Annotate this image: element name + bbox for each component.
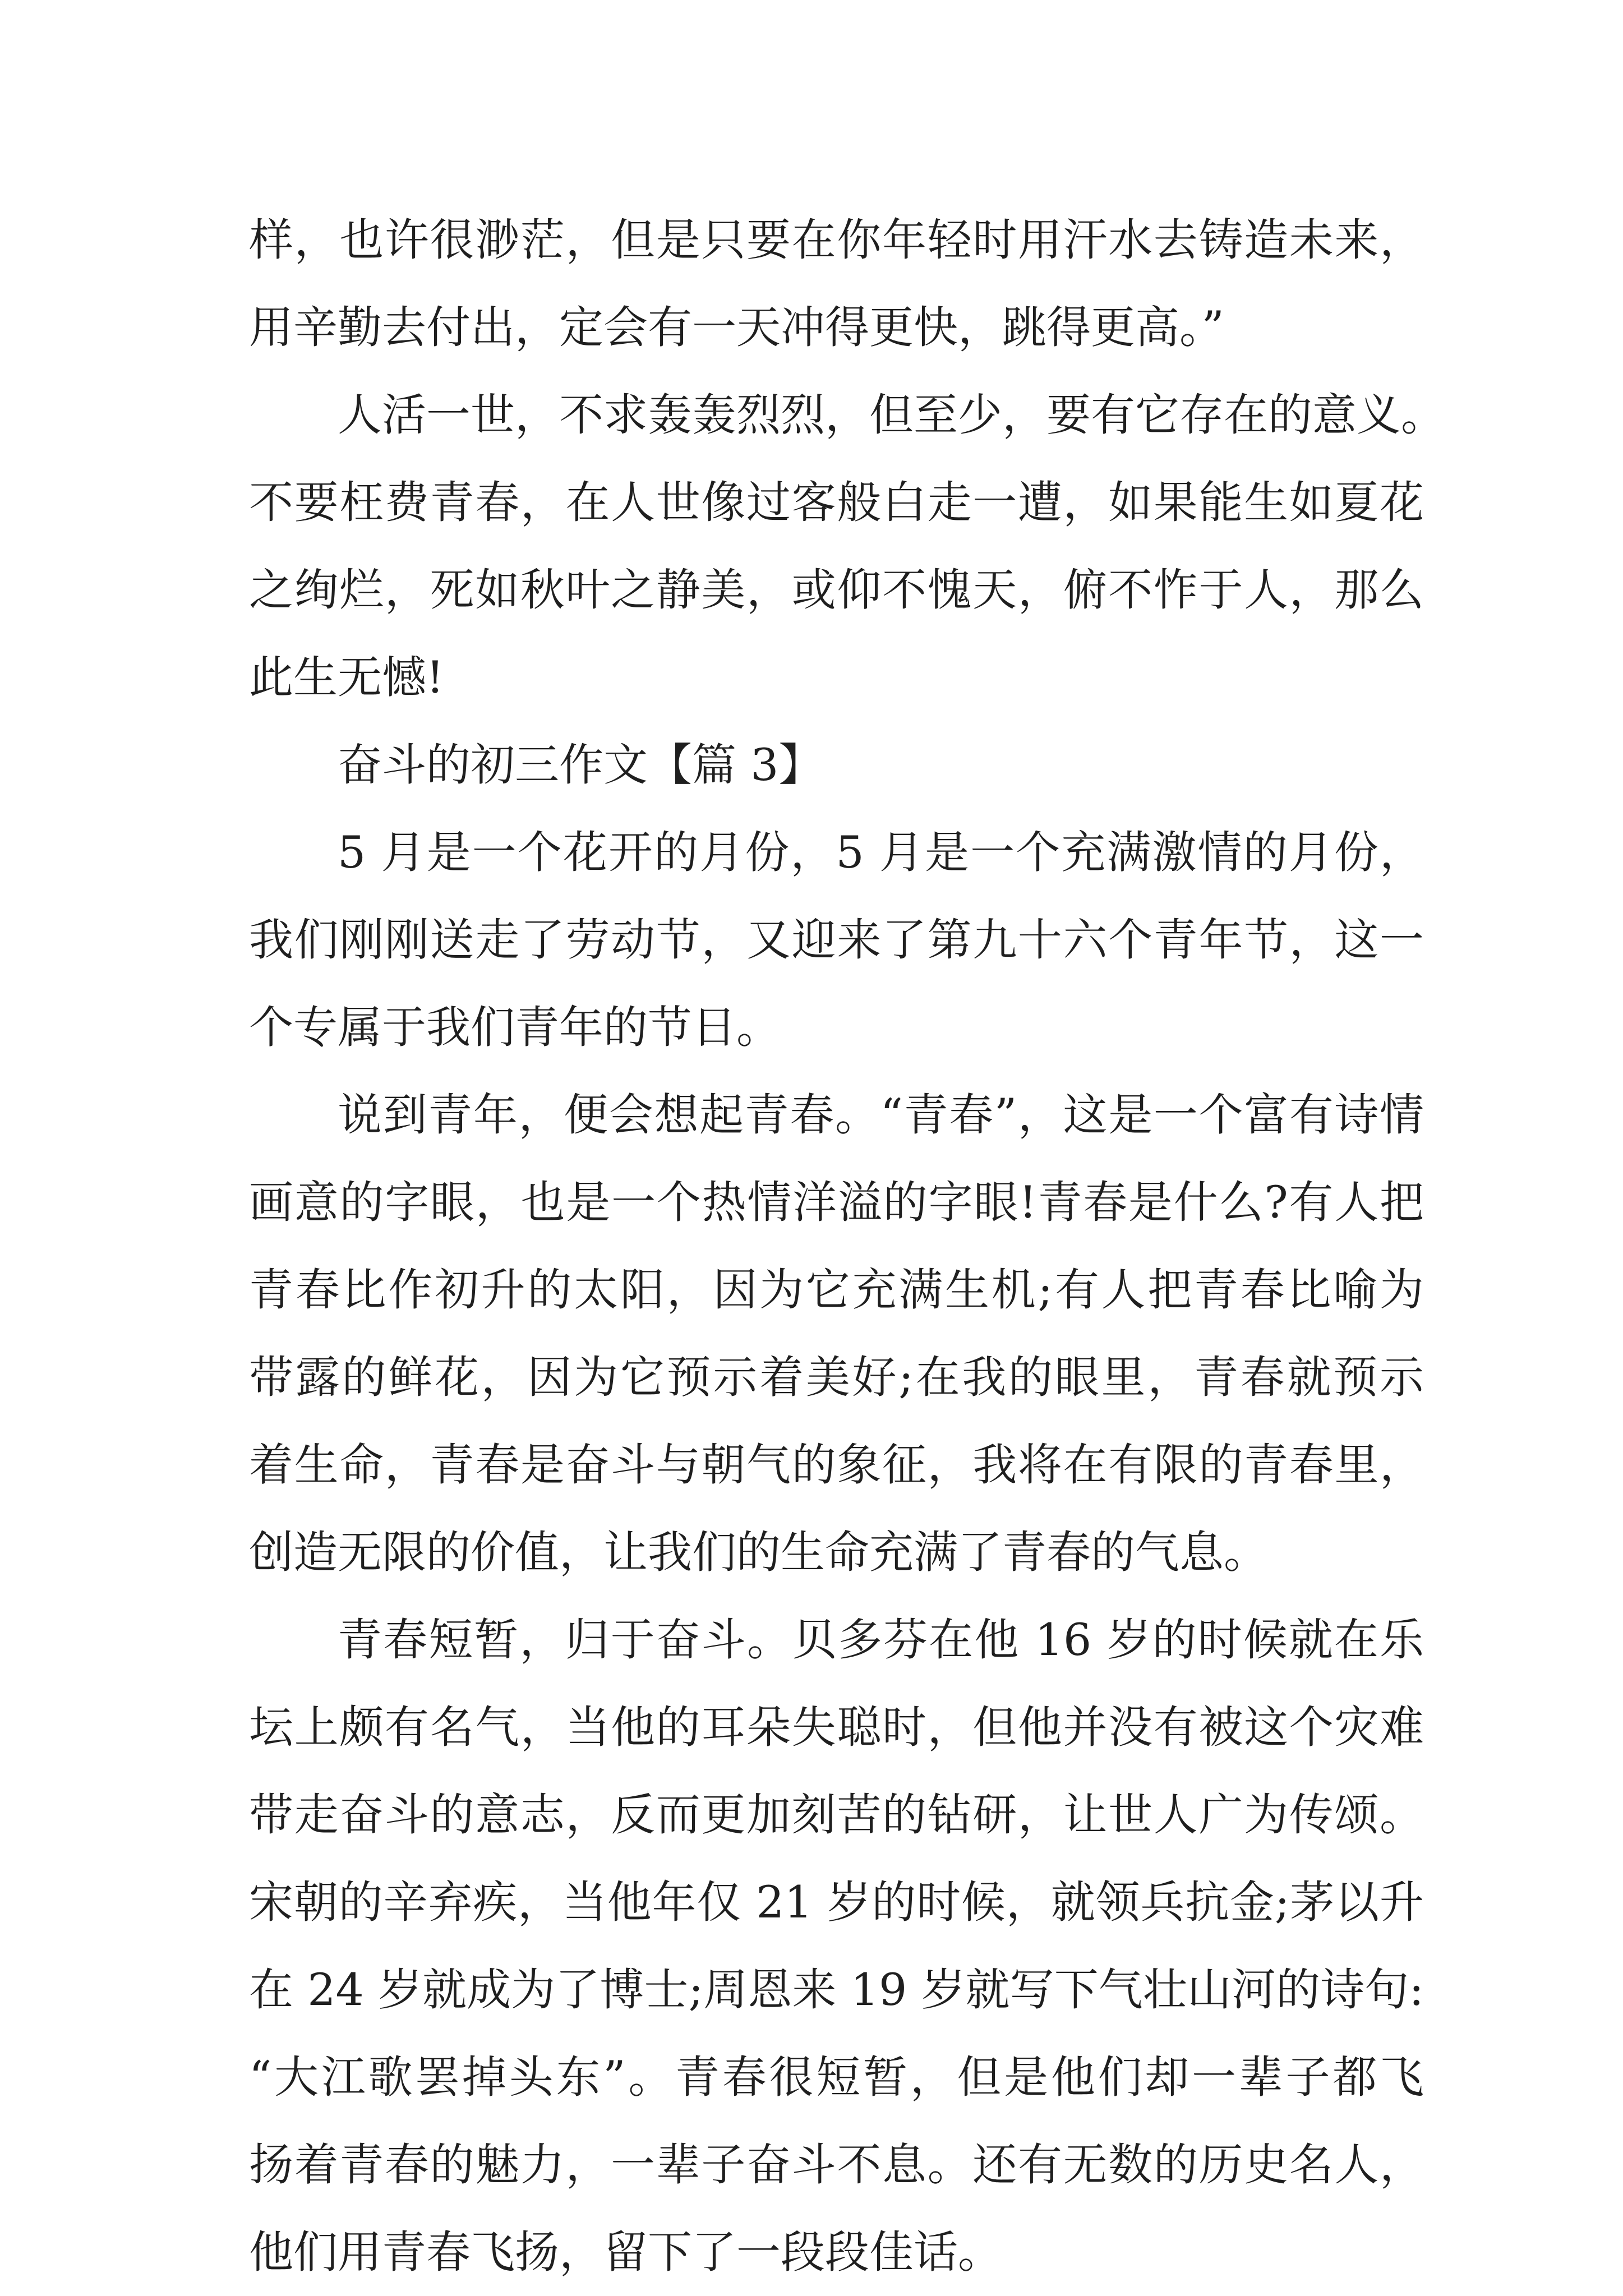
text-line-6: 此生无憾! xyxy=(249,652,444,703)
document-body xyxy=(249,196,1445,2296)
text-line-8: 5 月是一个花开的月份，5 月是一个充满激情的月份， xyxy=(338,827,1424,878)
text-line-1: 样，也许很渺茫，但是只要在你年轻时用汗水去铸造未来， xyxy=(249,214,1424,266)
text-line-15: 着生命，青春是奋斗与朝气的象征，我将在有限的青春里， xyxy=(249,1439,1424,1491)
text-line-9: 我们刚刚送走了劳动节，又迎来了第九十六个青年节，这一 xyxy=(249,914,1424,966)
text-line-14: 带露的鲜花，因为它预示着美好;在我的眼里，青春就预示 xyxy=(249,1352,1424,1403)
text-line-2: 用辛勤去付出，定会有一天冲得更快，跳得更高。” xyxy=(249,302,1224,353)
section-heading: 奋斗的初三作文【篇 3】 xyxy=(338,739,823,791)
text-line-17: 青春短暂，归于奋斗。贝多芬在他 16 岁的时候就在乐 xyxy=(338,1614,1424,1666)
text-line-20: 宋朝的辛弃疾，当他年仅 21 岁的时候，就领兵抗金;茅以升 xyxy=(249,1877,1424,1928)
text-line-5: 之绚烂，死如秋叶之静美，或仰不愧天，俯不怍于人，那么 xyxy=(249,564,1424,616)
text-line-16: 创造无限的价值，让我们的生命充满了青春的气息。 xyxy=(249,1527,1268,1578)
text-line-19: 带走奋斗的意志，反而更加刻苦的钻研，让世人广为传颂。 xyxy=(249,1789,1424,1841)
text-line-12: 画意的字眼，也是一个热情洋溢的字眼!青春是什么?有人把 xyxy=(249,1177,1424,1228)
text-line-10: 个专属于我们青年的节日。 xyxy=(249,1002,781,1053)
text-line-3: 人活一世，不求轰轰烈烈，但至少，要有它存在的意义。 xyxy=(338,389,1445,441)
text-line-4: 不要枉费青春，在人世像过客般白走一遭，如果能生如夏花 xyxy=(249,477,1424,528)
text-line-24: 他们用青春飞扬，留下了一段段佳话。 xyxy=(249,2226,1002,2278)
text-line-18: 坛上颇有名气，当他的耳朵失聪时，但他并没有被这个灾难 xyxy=(249,1702,1424,1753)
text-line-22: “大江歌罢掉头东”。青春很短暂，但是他们却一辈子都飞 xyxy=(249,2051,1424,2103)
text-line-11: 说到青年，便会想起青春。“青春”，这是一个富有诗情 xyxy=(338,1089,1424,1141)
text-line-23: 扬着青春的魅力，一辈子奋斗不息。还有无数的历史名人， xyxy=(249,2139,1424,2191)
text-line-21: 在 24 岁就成为了博士;周恩来 19 岁就写下气壮山河的诗句: xyxy=(249,1964,1424,2016)
text-line-13: 青春比作初升的太阳，因为它充满生机;有人把青春比喻为 xyxy=(249,1264,1424,1316)
